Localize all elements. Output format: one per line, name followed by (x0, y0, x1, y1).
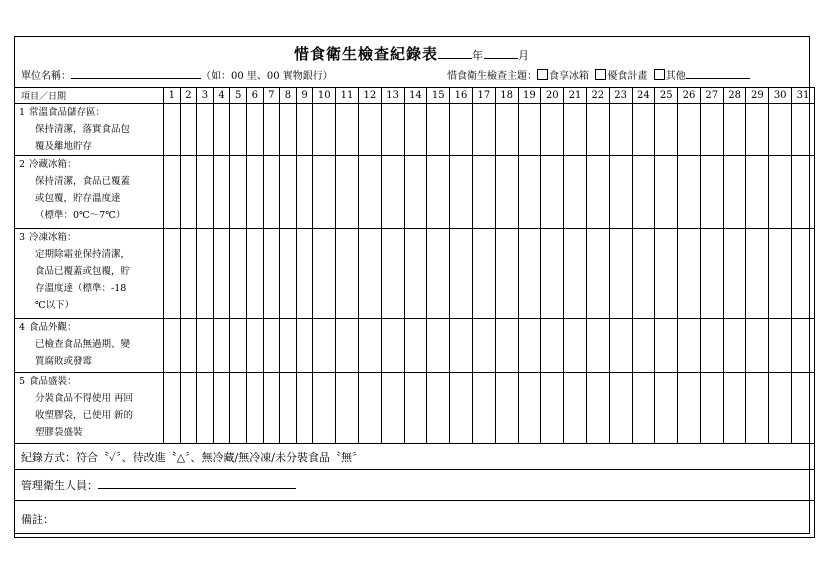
check-cell[interactable] (586, 319, 609, 373)
check-cell[interactable] (564, 156, 587, 229)
item-detail-line: 質腐敗或發霉 (35, 356, 93, 367)
check-cell[interactable] (313, 156, 336, 229)
check-cell[interactable] (609, 156, 632, 229)
check-cell[interactable] (381, 229, 404, 319)
check-cell[interactable] (678, 373, 701, 444)
check-cell[interactable] (495, 373, 518, 444)
item-number: 2 (18, 159, 26, 170)
check-cell[interactable] (230, 319, 247, 373)
check-cell[interactable] (769, 104, 792, 156)
item-detail-line: 保持清潔，落實食品包 (35, 124, 131, 135)
day-header: 1 (164, 88, 181, 104)
check-cell[interactable] (495, 229, 518, 319)
check-cell[interactable] (230, 156, 247, 229)
check-cell[interactable] (336, 156, 359, 229)
check-cell[interactable] (564, 104, 587, 156)
theme-checkbox-2[interactable] (654, 69, 665, 80)
check-cell[interactable] (450, 373, 473, 444)
theme-option-1: 優食計畫 (607, 71, 648, 82)
day-header: 26 (678, 88, 701, 104)
check-cell[interactable] (280, 373, 297, 444)
day-header: 4 (213, 88, 230, 104)
check-cell[interactable] (313, 373, 336, 444)
check-cell[interactable] (632, 104, 655, 156)
theme-label: 惜食衛生檢查主題： (447, 71, 537, 82)
check-cell[interactable] (700, 373, 723, 444)
check-cell[interactable] (280, 104, 297, 156)
check-cell[interactable] (655, 104, 678, 156)
inspection-item-row (15, 156, 815, 229)
check-cell[interactable] (495, 319, 518, 373)
check-cell[interactable] (180, 229, 197, 319)
check-cell[interactable] (336, 229, 359, 319)
check-cell[interactable] (381, 104, 404, 156)
day-header: 30 (769, 88, 792, 104)
check-cell[interactable] (197, 373, 214, 444)
check-cell[interactable] (263, 373, 280, 444)
check-cell[interactable] (230, 373, 247, 444)
check-cell[interactable] (213, 156, 230, 229)
day-header: 20 (541, 88, 564, 104)
check-cell[interactable] (246, 156, 263, 229)
form-title: 惜食衛生檢查紀錄表 (293, 45, 438, 63)
remarks-label: 備註： (21, 513, 54, 526)
check-cell[interactable] (769, 319, 792, 373)
check-cell[interactable] (427, 373, 450, 444)
item-detail-line: 食品已覆蓋或包覆，貯 (35, 266, 131, 277)
check-cell[interactable] (296, 156, 313, 229)
check-cell[interactable] (404, 229, 427, 319)
item-description (15, 104, 164, 156)
item-number: 1 (18, 107, 26, 118)
unit-name-label: 單位名稱： (21, 71, 71, 82)
day-header: 12 (358, 88, 381, 104)
month-label: 月 (518, 49, 530, 62)
check-cell[interactable] (792, 104, 815, 156)
item-detail-line: 定期除霜並保持清潔， (35, 249, 131, 260)
check-cell[interactable] (769, 156, 792, 229)
item-detail-line: ℃以下） (35, 300, 75, 311)
check-cell[interactable] (427, 319, 450, 373)
item-detail-line: 分裝食品不得使用 再回 (35, 393, 134, 404)
theme-checkbox-0[interactable] (537, 69, 548, 80)
day-header: 23 (609, 88, 632, 104)
check-cell[interactable] (427, 229, 450, 319)
record-method-cell (15, 444, 815, 470)
check-cell[interactable] (197, 319, 214, 373)
check-cell[interactable] (263, 104, 280, 156)
check-cell[interactable] (404, 319, 427, 373)
check-cell[interactable] (427, 156, 450, 229)
check-cell[interactable] (541, 156, 564, 229)
check-cell[interactable] (746, 229, 769, 319)
item-number: 3 (18, 232, 26, 243)
check-cell[interactable] (700, 229, 723, 319)
check-cell[interactable] (358, 104, 381, 156)
inspection-item-row (15, 373, 815, 444)
year-blank[interactable] (438, 58, 472, 59)
check-cell[interactable] (164, 229, 181, 319)
check-cell[interactable] (164, 373, 181, 444)
check-cell[interactable] (609, 373, 632, 444)
check-cell[interactable] (541, 229, 564, 319)
check-cell[interactable] (197, 104, 214, 156)
check-cell[interactable] (164, 156, 181, 229)
header-row (15, 88, 815, 104)
check-cell[interactable] (336, 373, 359, 444)
check-cell[interactable] (164, 104, 181, 156)
check-cell[interactable] (358, 156, 381, 229)
inspection-item-row (15, 319, 815, 373)
check-cell[interactable] (632, 319, 655, 373)
unit-name-blank[interactable] (71, 78, 201, 79)
theme-other-blank[interactable] (686, 78, 750, 79)
day-header: 3 (197, 88, 214, 104)
check-cell[interactable] (381, 319, 404, 373)
day-header: 21 (564, 88, 587, 104)
check-cell[interactable] (769, 373, 792, 444)
check-cell[interactable] (586, 373, 609, 444)
inspection-item-row (15, 229, 815, 319)
item-detail-line: 覆及離地貯存 (35, 141, 93, 152)
day-header: 14 (404, 88, 427, 104)
item-detail-line: 存溫度達（標準：-18 (35, 283, 127, 294)
check-cell[interactable] (450, 229, 473, 319)
check-cell[interactable] (313, 104, 336, 156)
day-header: 6 (246, 88, 263, 104)
check-cell[interactable] (792, 156, 815, 229)
check-cell[interactable] (263, 319, 280, 373)
check-cell[interactable] (213, 104, 230, 156)
day-header: 19 (518, 88, 541, 104)
inspection-form (14, 36, 810, 534)
check-cell[interactable] (632, 373, 655, 444)
check-cell[interactable] (381, 373, 404, 444)
day-header: 18 (495, 88, 518, 104)
check-cell[interactable] (472, 229, 495, 319)
check-cell[interactable] (213, 373, 230, 444)
check-cell[interactable] (358, 319, 381, 373)
day-header: 7 (263, 88, 280, 104)
check-cell[interactable] (723, 229, 746, 319)
manager-cell (15, 470, 815, 501)
check-cell[interactable] (495, 156, 518, 229)
check-cell[interactable] (296, 373, 313, 444)
record-method: 紀錄方式：符合〝✓〞、待改進〝△〞、無冷藏/無冷凍/未分裝食品〝無〞 (21, 450, 363, 464)
check-cell[interactable] (213, 229, 230, 319)
check-cell[interactable] (655, 229, 678, 319)
check-cell[interactable] (230, 229, 247, 319)
check-cell[interactable] (213, 319, 230, 373)
day-header: 29 (746, 88, 769, 104)
check-cell[interactable] (404, 156, 427, 229)
theme-option-0: 食享冰箱 (549, 71, 589, 82)
item-number: 4 (18, 322, 26, 333)
check-cell[interactable] (700, 104, 723, 156)
check-cell[interactable] (296, 104, 313, 156)
check-cell[interactable] (296, 229, 313, 319)
day-header: 10 (313, 88, 336, 104)
item-heading: 食品外觀： (29, 322, 77, 333)
check-cell[interactable] (609, 104, 632, 156)
manager-label: 管理衛生人員： (21, 479, 98, 492)
check-cell[interactable] (280, 156, 297, 229)
check-cell[interactable] (404, 104, 427, 156)
item-description (15, 229, 164, 319)
item-detail-line: 保持清潔，食品已覆蓋 (35, 176, 131, 187)
day-header: 22 (586, 88, 609, 104)
item-heading: 冷藏冰箱： (29, 159, 77, 170)
check-cell[interactable] (263, 156, 280, 229)
check-cell[interactable] (472, 156, 495, 229)
check-cell[interactable] (678, 229, 701, 319)
check-cell[interactable] (564, 373, 587, 444)
check-cell[interactable] (427, 104, 450, 156)
day-header: 25 (655, 88, 678, 104)
check-cell[interactable] (450, 104, 473, 156)
month-blank[interactable] (484, 58, 518, 59)
check-cell[interactable] (541, 373, 564, 444)
check-cell[interactable] (472, 373, 495, 444)
check-cell[interactable] (586, 229, 609, 319)
check-cell[interactable] (246, 373, 263, 444)
check-cell[interactable] (180, 156, 197, 229)
day-header: 9 (296, 88, 313, 104)
check-cell[interactable] (164, 319, 181, 373)
item-detail-line: 或包覆，貯存溫度達 (35, 193, 121, 204)
day-header: 13 (381, 88, 404, 104)
day-header: 27 (700, 88, 723, 104)
check-cell[interactable] (180, 104, 197, 156)
check-cell[interactable] (769, 229, 792, 319)
day-header: 11 (336, 88, 359, 104)
check-cell[interactable] (792, 373, 815, 444)
item-number: 5 (18, 376, 26, 387)
check-cell[interactable] (700, 156, 723, 229)
check-cell[interactable] (678, 156, 701, 229)
check-cell[interactable] (263, 229, 280, 319)
check-cell[interactable] (246, 319, 263, 373)
check-cell[interactable] (472, 104, 495, 156)
check-cell[interactable] (700, 319, 723, 373)
check-cell[interactable] (180, 373, 197, 444)
item-heading: 常溫食品儲存區： (29, 107, 106, 118)
remarks-cell[interactable] (15, 501, 815, 538)
check-cell[interactable] (518, 319, 541, 373)
check-cell[interactable] (336, 104, 359, 156)
check-cell[interactable] (197, 229, 214, 319)
check-cell[interactable] (450, 319, 473, 373)
check-cell[interactable] (313, 319, 336, 373)
check-cell[interactable] (336, 319, 359, 373)
check-cell[interactable] (632, 156, 655, 229)
check-cell[interactable] (450, 156, 473, 229)
unit-name-row (21, 67, 333, 82)
check-cell[interactable] (746, 319, 769, 373)
check-cell[interactable] (358, 373, 381, 444)
day-header: 8 (280, 88, 297, 104)
check-cell[interactable] (495, 104, 518, 156)
check-cell[interactable] (678, 319, 701, 373)
check-cell[interactable] (404, 373, 427, 444)
day-header: 17 (472, 88, 495, 104)
day-header: 31 (792, 88, 815, 104)
check-cell[interactable] (655, 373, 678, 444)
item-heading: 冷凍冰箱： (29, 232, 77, 243)
check-cell[interactable] (655, 319, 678, 373)
check-cell[interactable] (541, 104, 564, 156)
check-cell[interactable] (564, 319, 587, 373)
check-cell[interactable] (246, 104, 263, 156)
theme-row (447, 67, 750, 82)
check-cell[interactable] (280, 229, 297, 319)
form-title-line (15, 43, 809, 64)
item-description (15, 373, 164, 444)
day-header: 5 (230, 88, 247, 104)
item-detail-line: （標準：0℃～7℃） (35, 210, 126, 221)
check-cell[interactable] (609, 319, 632, 373)
day-header: 15 (427, 88, 450, 104)
check-cell[interactable] (792, 319, 815, 373)
day-header: 16 (450, 88, 473, 104)
item-date-header: 項目／日期 (15, 88, 164, 104)
check-cell[interactable] (586, 104, 609, 156)
check-cell[interactable] (564, 229, 587, 319)
check-cell[interactable] (678, 104, 701, 156)
check-cell[interactable] (296, 319, 313, 373)
check-cell[interactable] (518, 104, 541, 156)
check-cell[interactable] (197, 156, 214, 229)
check-cell[interactable] (723, 104, 746, 156)
check-cell[interactable] (746, 373, 769, 444)
theme-checkbox-1[interactable] (595, 69, 606, 80)
item-description (15, 319, 164, 373)
inspection-grid (14, 87, 815, 538)
check-cell[interactable] (280, 319, 297, 373)
item-heading: 食品盛裝： (29, 376, 77, 387)
check-cell[interactable] (609, 229, 632, 319)
unit-name-example: （如：00 里、00 實物銀行） (201, 71, 333, 82)
theme-option-2: 其他 (665, 71, 686, 82)
check-cell[interactable] (655, 156, 678, 229)
check-cell[interactable] (246, 229, 263, 319)
check-cell[interactable] (518, 229, 541, 319)
check-cell[interactable] (230, 104, 247, 156)
day-header: 24 (632, 88, 655, 104)
inspection-item-row (15, 104, 815, 156)
check-cell[interactable] (746, 156, 769, 229)
check-cell[interactable] (358, 229, 381, 319)
year-label: 年 (472, 49, 484, 62)
item-detail-line: 已檢查食品無過期、變 (35, 339, 131, 350)
check-cell[interactable] (746, 104, 769, 156)
item-description (15, 156, 164, 229)
day-header: 2 (180, 88, 197, 104)
item-detail-line: 塑膠袋盛裝 (35, 427, 83, 438)
check-cell[interactable] (180, 319, 197, 373)
check-cell[interactable] (723, 156, 746, 229)
check-cell[interactable] (518, 156, 541, 229)
check-cell[interactable] (792, 229, 815, 319)
check-cell[interactable] (632, 229, 655, 319)
check-cell[interactable] (723, 319, 746, 373)
item-detail-line: 收塑膠袋，已使用 新的 (35, 410, 134, 421)
manager-blank[interactable] (98, 488, 296, 489)
check-cell[interactable] (723, 373, 746, 444)
check-cell[interactable] (518, 373, 541, 444)
check-cell[interactable] (586, 156, 609, 229)
check-cell[interactable] (541, 319, 564, 373)
check-cell[interactable] (472, 319, 495, 373)
day-header: 28 (723, 88, 746, 104)
check-cell[interactable] (313, 229, 336, 319)
check-cell[interactable] (381, 156, 404, 229)
